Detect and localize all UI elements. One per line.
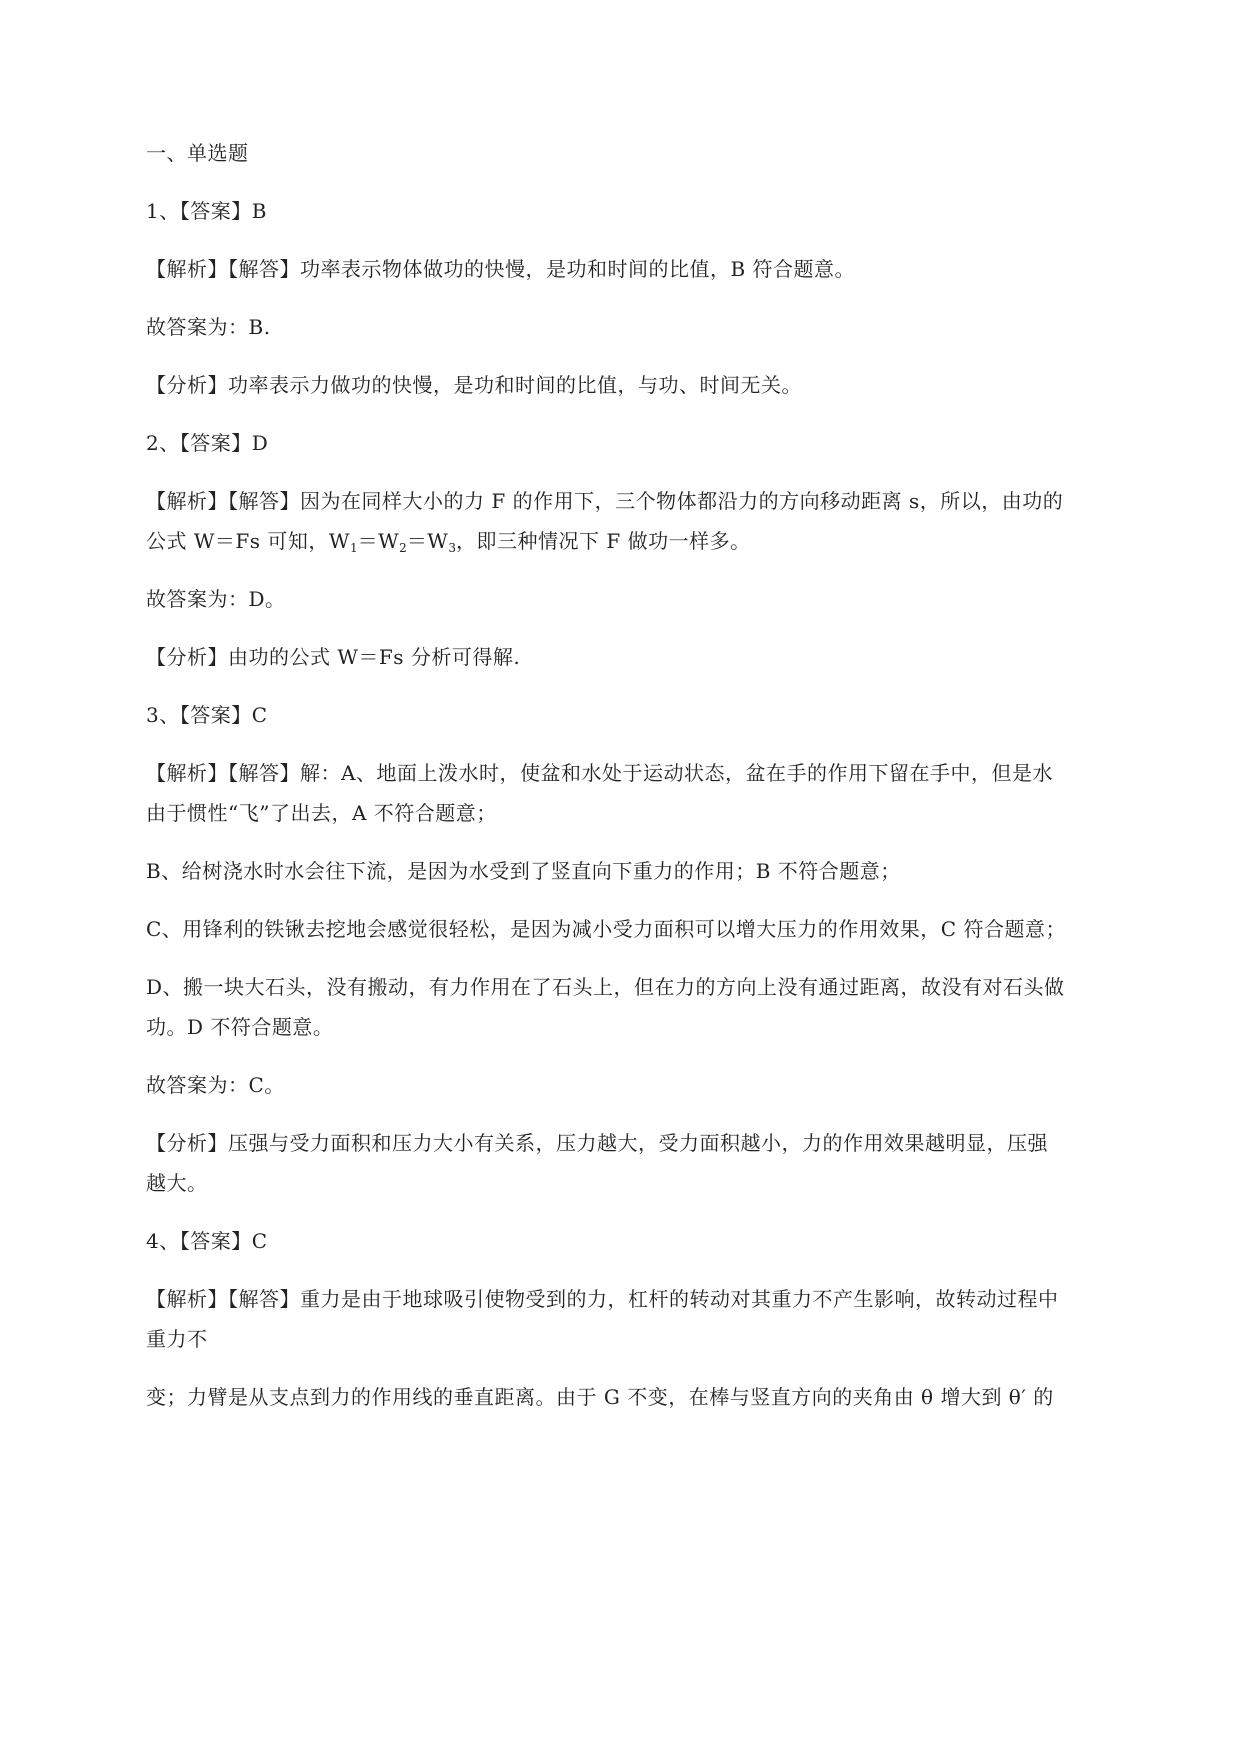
q2-conclusion: 故答案为：D。	[146, 587, 286, 611]
q2-formula-text: 公式 W＝Fs 可知，W	[146, 529, 350, 553]
q2-note: 【分析】由功的公式 W＝Fs 分析可得解.	[146, 645, 521, 669]
q1-answer: 1、【答案】B	[146, 199, 267, 223]
q2-equals-2: ＝W	[406, 529, 449, 553]
q2-subscript-2: 2	[399, 541, 407, 555]
q3-analysis-line1: 【解析】【解答】解：A、地面上泼水时，使盆和水处于运动状态，盆在手的作用下留在手中，但是水	[146, 761, 1053, 785]
q1-note: 【分析】功率表示力做功的快慢，是功和时间的比值，与功、时间无关。	[146, 373, 802, 397]
q3-option-d-line2: 功。D 不符合题意。	[146, 1015, 334, 1039]
q4-analysis-line3: 变；力臂是从支点到力的作用线的垂直距离。由于 G 不变，在棒与竖直方向的夹角由 θ 增大到 θ′ 的	[146, 1385, 1054, 1409]
q2-analysis-line2	[146, 529, 751, 560]
q1-analysis: 【解析】【解答】功率表示物体做功的快慢，是功和时间的比值，B 符合题意。	[146, 257, 856, 281]
q1-conclusion: 故答案为：B.	[146, 315, 271, 339]
q4-analysis-line2: 重力不	[146, 1327, 208, 1351]
q2-answer: 2、【答案】D	[146, 431, 269, 455]
q4-answer: 4、【答案】C	[146, 1229, 268, 1253]
q3-note-line1: 【分析】压强与受力面积和压力大小有关系，压力越大，受力面积越小，力的作用效果越明显，压强	[146, 1131, 1048, 1155]
q2-conclusion-text: ，即三种情况下 F 做功一样多。	[456, 529, 751, 553]
q2-equals-1: ＝W	[357, 529, 400, 553]
q2-subscript-1: 1	[349, 541, 358, 555]
q3-option-c: C、用锋利的铁锹去挖地会感觉很轻松，是因为减小受力面积可以增大压力的作用效果，C 符合题意；	[146, 917, 1066, 941]
section-title: 一、单选题	[146, 141, 249, 165]
q3-answer: 3、【答案】C	[146, 703, 268, 727]
q3-conclusion: 故答案为：C。	[146, 1073, 285, 1097]
q2-analysis-line1: 【解析】【解答】因为在同样大小的力 F 的作用下，三个物体都沿力的方向移动距离 s，所以，由功的	[146, 489, 1064, 513]
q3-option-d-line1: D、搬一块大石头，没有搬动，有力作用在了石头上，但在力的方向上没有通过距离，故没有对石头做	[146, 975, 1065, 999]
q3-analysis-line2: 由于惯性“飞”了出去，A 不符合题意；	[146, 801, 497, 825]
q2-subscript-3: 3	[448, 541, 457, 555]
q3-note-line2: 越大。	[146, 1171, 208, 1195]
q3-option-b: B、给树浇水时水会往下流，是因为水受到了竖直向下重力的作用；B 不符合题意；	[146, 859, 901, 883]
q4-analysis-line1: 【解析】【解答】重力是由于地球吸引使物受到的力，杠杆的转动对其重力不产生影响，故转动过程中	[146, 1287, 1059, 1311]
